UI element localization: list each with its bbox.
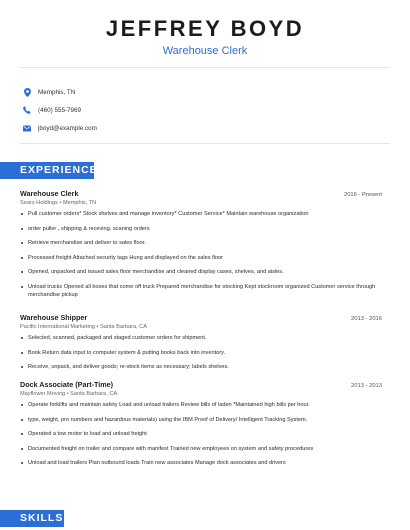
resume-header bbox=[0, 0, 410, 58]
job-header bbox=[20, 380, 382, 389]
job-company: Sears Holdings • Memphis, TN bbox=[20, 200, 97, 206]
job-bullet: Operate forklifts and maintain safety Load and unload trailers Review bills of laden *Maintained high bills per hour. bbox=[20, 401, 382, 409]
job-company: Mayflower Moving • Santa Barbara, CA bbox=[20, 391, 118, 397]
job-entry bbox=[20, 313, 382, 378]
job-header bbox=[20, 189, 382, 198]
contact-divider bbox=[20, 143, 390, 144]
job-entry bbox=[20, 189, 382, 305]
job-bullets bbox=[20, 334, 382, 371]
job-bullet: Pull customer orders* Stock shelves and manage inventory* Customer Service* Maintain warehouse organization bbox=[20, 210, 382, 218]
job-header bbox=[20, 313, 382, 322]
job-bullet: Opened, unpacked and issued sales floor merchandise and cleaned display cases, shelves, and aisles. bbox=[20, 268, 382, 276]
header-divider bbox=[20, 67, 390, 68]
job-dates: 2013 - 2016 bbox=[351, 316, 382, 322]
job-bullet: type, weight, pro numbers and hazardous materials) using the IBM Proof of Delivery/ Intelligent Tracking System. bbox=[20, 416, 382, 424]
job-bullet: order puller , shipping & receving, scaning orders bbox=[20, 225, 382, 233]
job-bullet: Receive, unpack, and deliver goods; re-stock items as necessary; labels shelves. bbox=[20, 363, 382, 371]
job-title: Warehouse Shipper bbox=[20, 313, 88, 322]
phone-icon bbox=[22, 105, 32, 115]
job-title: Warehouse Clerk bbox=[20, 189, 79, 198]
job-bullet: Documented freight on trailer and compare with manifest Trained new employees on system and safety procedures bbox=[20, 445, 382, 453]
job-bullet: Selected, scanned, packaged and staged customer orders for shipment. bbox=[20, 334, 382, 342]
candidate-name: JEFFREY BOYD bbox=[105, 16, 305, 41]
job-bullets bbox=[20, 401, 382, 467]
job-dates: 2016 - Present bbox=[343, 192, 382, 198]
job-entry bbox=[20, 380, 382, 474]
job-bullet: Retrieve merchandise and deliver to sales floor. bbox=[20, 239, 382, 247]
skills-heading: SKILLS bbox=[20, 512, 64, 524]
contact-email bbox=[22, 119, 97, 137]
location-text: Memphis, TN bbox=[38, 88, 76, 96]
experience-heading: EXPERIENCE bbox=[20, 164, 98, 176]
job-title: Dock Associate (Part-Time) bbox=[20, 380, 114, 389]
job-company: Pacific International Marketing • Santa Barbara, CA bbox=[20, 324, 147, 330]
candidate-title: Warehouse Clerk bbox=[162, 45, 248, 57]
job-bullet: Unload trucks Opened all boxes that come off truck Prepared merchandise for stocking Kept stockroom organized Customer service through merchandise pickup bbox=[20, 283, 382, 299]
mail-icon bbox=[22, 123, 32, 133]
job-bullet: Processed freight Attached security tags Hung and displayed on the sales floor bbox=[20, 254, 382, 262]
contact-list bbox=[22, 83, 97, 137]
job-bullet: Unload and load trailers Plan outbound loads Train new associates Manage dock associates and drivers bbox=[20, 459, 382, 467]
job-bullet: Book Return data input to computer system & putting books back into inventory. bbox=[20, 349, 382, 357]
job-bullets bbox=[20, 210, 382, 299]
phone-text: (460) 555-7969 bbox=[38, 106, 82, 114]
email-text: jboyd@example.com bbox=[38, 124, 97, 132]
job-dates: 2013 - 2013 bbox=[351, 383, 382, 389]
contact-location bbox=[22, 83, 97, 101]
job-bullet: Operated a tow motor to load and unload freight bbox=[20, 430, 382, 438]
contact-phone bbox=[22, 101, 97, 119]
map-pin-icon bbox=[22, 87, 32, 97]
